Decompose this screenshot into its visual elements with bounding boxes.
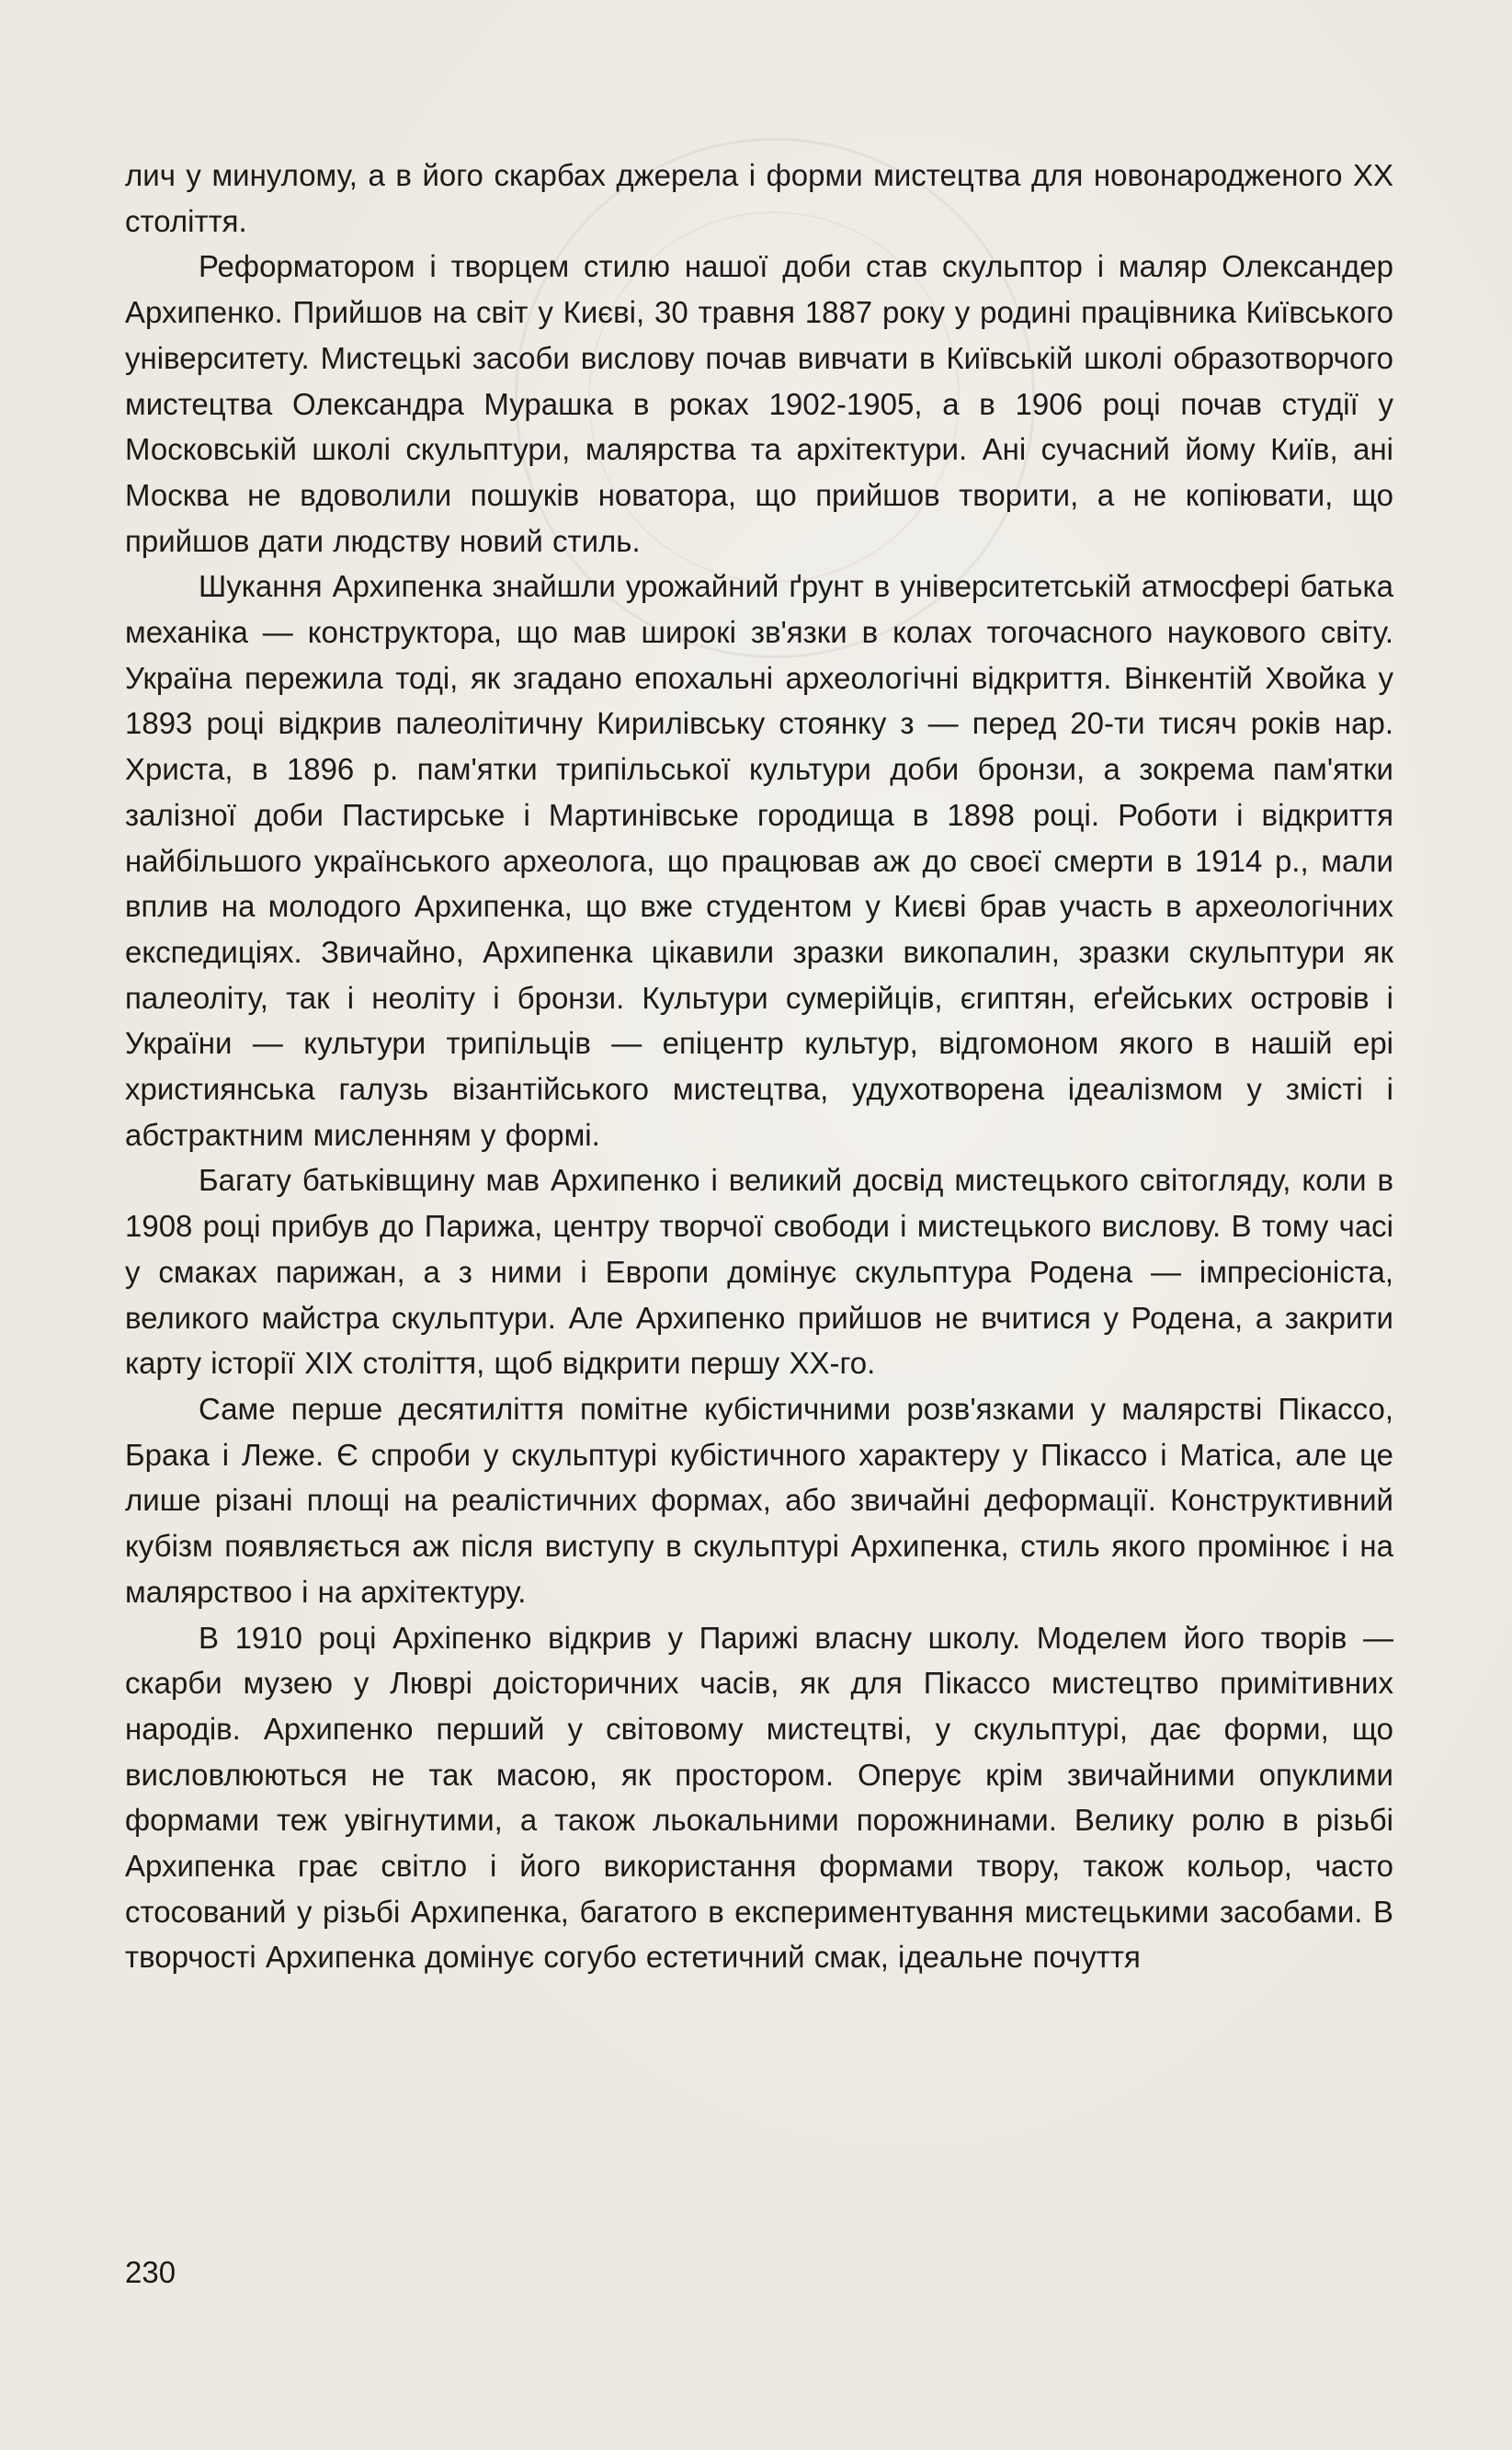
paragraph-cubism: Саме перше десятиліття помітне кубістичними розв'язками у малярстві Пікассо, Брака і Леже. Є спроби у скульптурі кубістичного характеру у Пікассо і Матіса, але це лише різані площі на реалістичних формах, або звичайні деформації. Конструктивний кубізм появляється аж після виступу в скульптурі Архипенка, стиль якого промінює і на малярствоо і на архітектуру. (125, 1391, 1393, 1609)
paragraph-paris-arrival: Багату батьківщину мав Архипенко і великий досвід мистецького світогляду, коли в 1908 році прибув до Парижа, центру творчої свободи і мистецького вислову. В тому часі у смаках парижан, а з ними і Европи домінує скульптура Родена — імпресіоніста, великого майстра скульптури. Але Архипенко прийшов не вчитися у Родена, а закрити карту історії XIX століття, щоб відкрити першу XX-го. (125, 1163, 1393, 1381)
paragraph-continuation: лич у минулому, а в його скарбах джерела і форми мистецтва для новонародженого XX століття. (125, 158, 1393, 238)
page-number: 230 (125, 2255, 176, 2289)
paragraph-archipenko-biography: Реформатором і творцем стилю нашої доби став скульптор і маляр Олександер Архипенко. Прийшов на світ у Києві, 30 травня 1887 року у родині працівника Київського університету. Мистецькі засоби вислову почав вивчати в Київській школі образотворчого мистецтва Олександра Мурашка в роках 1902-1905, а в 1906 році почав студії у Московській школі скульптури, малярства та архітектури. Ані сучасний йому Київ, ані Москва не вдоволили пошуків новатора, що прийшов творити, а не копіювати, що прийшов дати людству новий стиль. (125, 249, 1393, 558)
body-text (125, 153, 1393, 1980)
paragraph-archaeology: Шукання Архипенка знайшли урожайний ґрунт в університетській атмосфері батька механіка — конструктора, що мав широкі зв'язки в колах тогочасного наукового світу. Україна пережила тоді, як згадано епохальні археологічні відкриття. Вінкентій Хвойка у 1893 році відкрив палеолітичну Кирилівську стоянку з — перед 20-ти тисяч років нар. Христа, в 1896 р. пам'ятки трипільської культури доби бронзи, а зокрема пам'ятки залізної доби Пастирське і Мартинівське городища в 1898 році. Роботи і відкриття найбільшого українського археолога, що працював аж до своєї смерти в 1914 р., мали вплив на молодого Архипенка, що вже студентом у Києві брав участь в археологічних експедиціях. Звичайно, Архипенка цікавили зразки викопалин, зразки скульптури як палеоліту, так і неоліту і бронзи. Культури сумерійців, єгиптян, еґейських островів і України — культури трипільців — епіцентр культур, відгомоном якого в нашій ері християнська галузь візантійського мистецтва, удухотворена ідеалізмом у змісті і абстрактним мисленням у формі. (125, 569, 1393, 1152)
paragraph-paris-school: В 1910 році Архіпенко відкрив у Парижі власну школу. Моделем його творів — скарби музею у Люврі доісторичних часів, як для Пікассо мистецтво примітивних народів. Архипенко перший у світовому мистецтві, у скульптурі, дає форми, що висловлюються не так масою, як простором. Оперує крім звичайними опуклими формами теж увігнутими, а також льокальними порожнинами. Велику ролю в різьбі Архипенка грає світло і його використання формами твору, також кольор, часто стосований у різьбі Архипенка, багатого в експериментування мистецькими засобами. В творчості Архипенка домінує согубо естетичний смак, ідеальне почуття (125, 1620, 1393, 1975)
